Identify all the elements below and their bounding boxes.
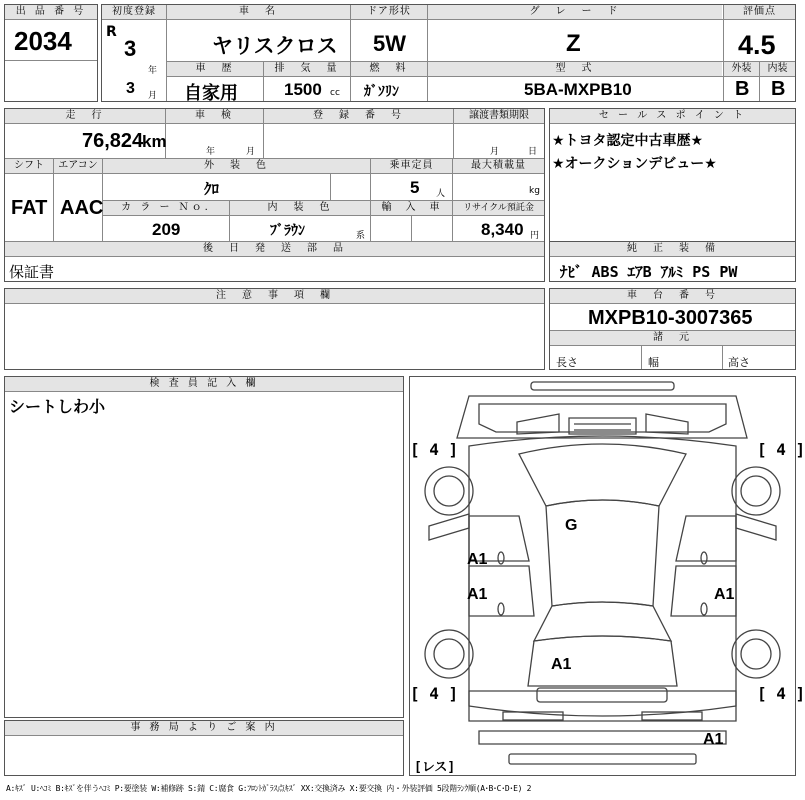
later-label: 後 日 発 送 部 品: [5, 242, 544, 256]
notes-label: 注 意 事 項 欄: [5, 289, 544, 303]
int-color: ﾌﾞﾗｳﾝ: [270, 223, 305, 239]
lot-number: 2034: [14, 26, 72, 56]
int-color-unit: 系: [356, 231, 366, 241]
model-label: 型 式: [428, 62, 722, 76]
tire-front-left: [ 4 ]: [410, 440, 459, 459]
shift: FAT: [11, 197, 48, 219]
mileage: 76,824: [82, 130, 144, 152]
later-parts: 保証書: [9, 263, 55, 281]
history-label: 車 歴: [167, 62, 263, 76]
sales-point-2: ★オークションデビュー★: [552, 156, 717, 172]
capacity-unit: 人: [436, 189, 446, 199]
recycle-unit: 円: [530, 231, 540, 241]
chassis-label: 車 台 番 号: [550, 289, 795, 303]
tire-rear-right: [ 4 ]: [757, 684, 805, 703]
displacement-unit: cc: [330, 88, 340, 98]
damage-mark-roof: G: [565, 517, 578, 534]
load-unit: kg: [529, 186, 540, 196]
doors-label: ドア形状: [351, 5, 427, 19]
car-diagram: [409, 376, 796, 776]
shift-label: シフト: [5, 159, 53, 173]
legend: A:ｷｽﾞ U:ﾍｺﾐ B:ｷｽﾞを伴うﾍｺﾐ P:要塗装 W:補修跡 S:錆 C:腐食 G:ﾌﾛﾝﾄｶﾞﾗｽ点ｷｽﾞ XX:交換済み X:要交換 内・外装評価 5段階ﾗﾝｸ順(A･B･C･D･E) 2: [6, 784, 532, 793]
mileage-label: 走 行: [5, 109, 165, 123]
damage-mark-trunk: A1: [551, 656, 572, 673]
tire-front-right: [ 4 ]: [757, 440, 805, 459]
score-label: 評価点: [724, 5, 795, 19]
month-unit: 月: [148, 91, 158, 101]
length-label: 長さ: [556, 356, 578, 369]
int-label: 内装: [760, 62, 795, 76]
grade-label: グ レ ー ド: [428, 5, 722, 19]
inspector-label: 検 査 員 記 入 欄: [5, 377, 403, 391]
damage-mark-left-front-door: A1: [467, 551, 488, 568]
capacity: 5: [410, 178, 420, 197]
car-name: ヤリスクロス: [212, 34, 338, 58]
era-mark: R: [106, 24, 117, 40]
displacement-label: 排 気 量: [264, 62, 350, 76]
doors: 5W: [373, 31, 406, 56]
fuel-label: 燃 料: [351, 62, 427, 76]
spec-label: 諸 元: [550, 331, 795, 345]
reg-no-label: 登 録 番 号: [264, 109, 453, 123]
damage-mark-rear-bumper: A1: [703, 731, 724, 748]
inspection-label: 車 検: [166, 109, 263, 123]
score: 4.5: [738, 30, 776, 60]
sales-box: [549, 108, 796, 242]
load-label: 最大積載量: [453, 159, 544, 173]
model: 5BA-MXPB10: [524, 80, 632, 99]
ac: AAC: [60, 197, 104, 219]
recycle-label: リサイクル預託金: [453, 201, 544, 215]
insp-year-unit: 年: [206, 147, 216, 157]
grade: Z: [566, 30, 581, 57]
ext-color: ｸﾛ: [204, 180, 220, 198]
insp-month-unit: 月: [246, 147, 256, 157]
int-color-label: 内 装 色: [230, 201, 370, 215]
capacity-label: 乗車定員: [371, 159, 452, 173]
equipment-items: ﾅﾋﾞ ABS ｴｱB ｱﾙﾐ PS PW: [560, 263, 738, 281]
inspector-box: [4, 376, 404, 718]
first-reg-label: 初度登録: [102, 5, 166, 19]
transfer-label: 譲渡書類期限: [454, 109, 544, 123]
inspector-note: シートしわ小: [9, 397, 106, 416]
sales-label: セ ー ル ス ポ イ ン ト: [550, 109, 795, 123]
int-grade: B: [771, 78, 786, 100]
fuel: ｶﾞｿﾘﾝ: [364, 84, 399, 100]
transfer-month-unit: 月: [490, 147, 500, 157]
mileage-unit: km: [142, 132, 167, 151]
transfer-day-unit: 日: [528, 147, 538, 157]
sales-point-1: ★トヨタ認定中古車歴★: [552, 133, 704, 149]
ext-color-label: 外 装 色: [103, 159, 370, 173]
office-label: 事 務 局 よ り ご 案 内: [5, 721, 403, 735]
year-unit: 年: [148, 66, 158, 76]
width-label: 幅: [648, 356, 659, 369]
lot-label: 出 品 番 号: [5, 5, 97, 19]
car-name-label: 車 名: [167, 5, 350, 19]
reg-month: 3: [126, 80, 135, 97]
tire-rear-left: [ 4 ]: [410, 684, 459, 703]
reg-year: 3: [124, 36, 137, 61]
damage-mark-left-rear-door: A1: [467, 586, 488, 603]
ac-label: エアコン: [54, 159, 102, 173]
history: 自家用: [184, 83, 238, 104]
recycle: 8,340: [481, 220, 524, 239]
height-label: 高さ: [728, 356, 750, 369]
color-no: 209: [152, 220, 181, 239]
ext-label: 外装: [724, 62, 759, 76]
equipment-label: 純 正 装 備: [550, 242, 795, 256]
displacement: 1500: [284, 80, 322, 99]
color-no-label: カ ラ ー Ｎｏ.: [103, 201, 229, 215]
ext-grade: B: [735, 78, 750, 100]
import-label: 輸 入 車: [371, 201, 452, 215]
chassis-number: MXPB10-3007365: [588, 307, 753, 329]
spare-tire: [レス]: [414, 760, 456, 775]
damage-mark-right-rear-door: A1: [714, 586, 735, 603]
